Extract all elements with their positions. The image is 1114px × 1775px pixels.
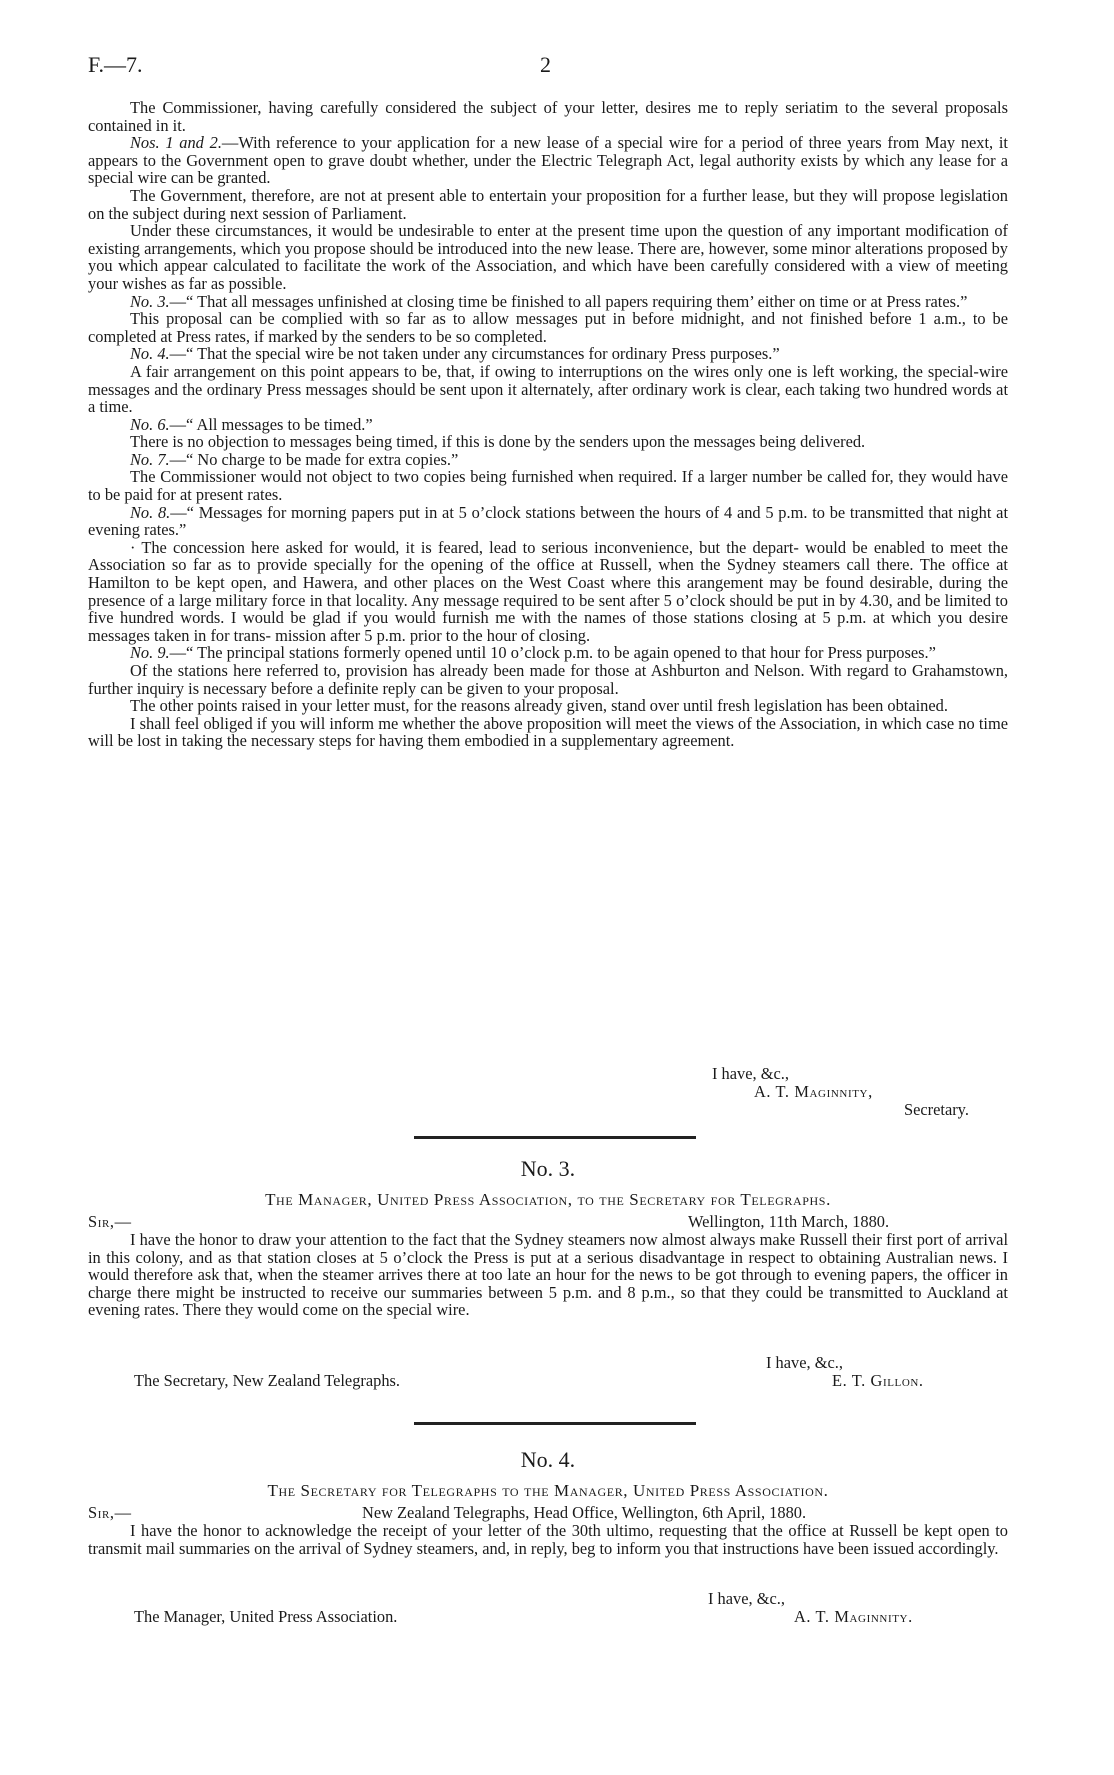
salutation: Sir,— bbox=[88, 1503, 132, 1522]
dateline: New Zealand Telegraphs, Head Office, Wellington, 6th April, 1880. bbox=[362, 1503, 807, 1522]
signatory-title: Secretary. bbox=[904, 1100, 969, 1119]
letter-3-heading: No. 3. bbox=[520, 1156, 576, 1181]
paragraph: The Government, therefore, are not at present able to entertain your proposition for a further lease, but they will propose legislation on the subject during next session of Parliament. bbox=[88, 185, 1008, 223]
paragraph: I shall feel obliged if you will inform me whether the above proposition will meet the views of the Association, in which case no time will be lost in taking the necessary steps for having them embodied in a supplementary agreement. bbox=[88, 713, 1008, 751]
paragraph: This proposal can be complied with so far as to allow messages put in before midnight, and not finished before 1 a.m., to be completed at Press rates, if marked by the senders to be so completed. bbox=[88, 309, 1008, 346]
paragraph: I have the honor to acknowledge the receipt of your letter of the 30th ultimo, requesting that the office at Russell be kept open to transmit mail summaries on the arrival of Sydney steamers, and, in reply, beg to inform you that instructions have been issued accordingly. bbox=[88, 1521, 1008, 1558]
paragraph: No. 6.—“ All messages to be timed.” bbox=[130, 414, 373, 434]
salutation: Sir,— bbox=[88, 1212, 132, 1231]
document-id: F.—7. bbox=[88, 52, 143, 77]
letter-4-heading: No. 4. bbox=[520, 1447, 576, 1472]
paragraph: Nos. 1 and 2.—With reference to your application for a new lease of a special wire for a period of three years from May next, it appears to the Government open to grave doubt whether, under the Electric Telegraph Act, legal authority exists by which any lease for a special wire can be granted. bbox=[88, 133, 1008, 188]
paragraph: A fair arrangement on this point appears to be, that, if owing to interruptions on the wires only one is left working, the special-wire messages and the ordinary Press messages should be sent upon it alternately, after ordinary work is clear, each taking two hundred words at a time. bbox=[88, 361, 1008, 417]
paragraph: No. 3.—“ That all messages unfinished at closing time be finished to all papers requiring them’ either on time or at Press rates.” bbox=[130, 291, 968, 311]
paragraph: I have the honor to draw your attention to the fact that the Sydney steamers now almost always make Russell their first port of arrival in this colony, and as that station closes at 5 o’clock the Press is put at a serious disadvantage in respect to obtaining Australian news. I would therefore ask that, when the steamer arrives there at too late an hour for the news to be got through to evening papers, the officer in charge there might be instructed to receive our summaries between 5 p.m. and 8 p.m., so that they could be transmitted to Auckland at evening rates. There they would come on the special wire. bbox=[88, 1230, 1008, 1320]
closing: I have, &c., bbox=[708, 1589, 785, 1608]
page-number: 2 bbox=[540, 52, 551, 77]
paragraph: The other points raised in your letter must, for the reasons already given, stand over until fresh legislation has been obtained. bbox=[130, 696, 948, 716]
section-divider bbox=[414, 1422, 696, 1425]
paragraph: No. 9.—“ The principal stations formerly opened until 10 o’clock p.m. to be again opened to that hour for Press purposes.” bbox=[130, 643, 936, 663]
paragraph: · The concession here asked for would, it is feared, lead to serious inconvenience, but the depart- would be enabled to meet the Association so far as to provide specially for the opening of the office at Russell, when the Sydney steamers call there. The office at Hamilton to be kept open, and Hawera, and other places on the West Coast where this arangement may be found desirable, during the presence of a large military force in that locality. Any message required to be sent after 5 o’clock should be put in by 4.30, and be limited to five hundred words. I would be glad if you would furnish me with the names of those stations closing at 5 p.m. at which you desire messages taken in for trans- mission after 5 p.m. prior to the hour of closing. bbox=[88, 537, 1008, 645]
paragraph: There is no objection to messages being timed, if this is done by the senders upon the messages being delivered. bbox=[130, 432, 866, 452]
addressee: The Manager, United Press Association. bbox=[134, 1607, 398, 1626]
letter-4-subheading: The Secretary for Telegraphs to the Manager, United Press Association. bbox=[267, 1481, 829, 1500]
letter-3-body bbox=[88, 1231, 1008, 1319]
letter-4-body bbox=[88, 1522, 1008, 1557]
dateline: Wellington, 11th March, 1880. bbox=[688, 1212, 890, 1231]
letter-3-subheading: The Manager, United Press Association, to the Secretary for Telegraphs. bbox=[265, 1190, 831, 1209]
letter-2-body bbox=[88, 99, 1008, 750]
paragraph: The Commissioner would not object to two copies being furnished when required. If a larger number be called for, they would have to be paid for at present rates. bbox=[88, 467, 1008, 505]
paragraph: No. 7.—“ No charge to be made for extra copies.” bbox=[130, 449, 459, 469]
signatory: A. T. Maginnity, bbox=[754, 1082, 873, 1101]
paragraph: Under these circumstances, it would be undesirable to enter at the present time upon the question of any important modification of existing arrangements, which you propose should be introduced into the new lease. There are, however, some minor alterations proposed by you which appear calculated to facilitate the work of the Association, and which have been carefully considered with a view of meeting your wishes as far as possible. bbox=[88, 221, 1008, 293]
closing: I have, &c., bbox=[712, 1064, 789, 1083]
addressee: The Secretary, New Zealand Telegraphs. bbox=[134, 1371, 400, 1390]
closing: I have, &c., bbox=[766, 1353, 843, 1372]
page-header bbox=[88, 52, 1008, 82]
section-divider bbox=[414, 1136, 696, 1139]
signatory: A. T. Maginnity. bbox=[794, 1607, 913, 1626]
paragraph: The Commissioner, having carefully considered the subject of your letter, desires me to reply seriatim to the several proposals contained in it. bbox=[88, 98, 1008, 135]
paragraph: Of the stations here referred to, provision has already been made for those at Ashburton and Nelson. With regard to Grahamstown, further inquiry is necessary before a definite reply can be given to your proposal. bbox=[88, 661, 1008, 698]
signatory: E. T. Gillon. bbox=[832, 1371, 924, 1390]
paragraph: No. 4.—“ That the special wire be not taken under any circumstances for ordinary Press purposes.” bbox=[130, 344, 780, 364]
paragraph: No. 8.—“ Messages for morning papers put in at 5 o’clock stations between the hours of 4 and 5 p.m. to be transmitted that night at evening rates.” bbox=[88, 502, 1008, 540]
